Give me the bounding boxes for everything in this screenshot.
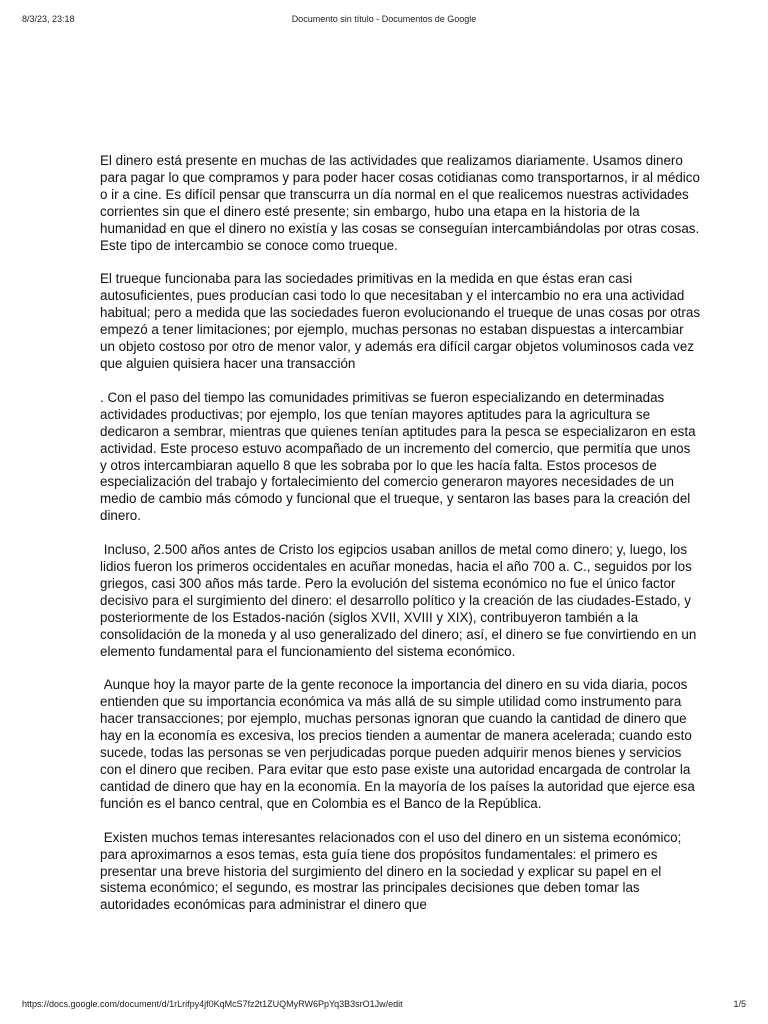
paragraph: Incluso, 2.500 años antes de Cristo los egipcios usaban anillos de metal como dinero; y, luego, los lidios fueron los primeros occidentales en acuñar monedas, hacia el año 700 a. C., seguidos por los griegos, casi 300 años más tarde. Pero la evolución del sistema económico no fue el único factor decisivo para el surgimiento del dinero: el desarrollo político y la creación de las ciudades-Estado, y posteriormente de los Estados-nación (siglos XVII, XVIII y XIX), contribuyeron también a la consolidación de la moneda y al uso generalizado del dinero; así, el dinero se fue convirtiendo en un elemento fundamental para el funcionamiento del sistema económico.	[100, 542, 701, 659]
print-header	[0, 14, 768, 28]
paragraph: El dinero está presente en muchas de las actividades que realizamos diariamente. Usamos dinero para pagar lo que compramos y para poder hacer cosas cotidianas como transportarnos, ir al médico o ir a cine. Es difícil pensar que transcurra un día normal en el que realicemos nuestras actividades corrientes sin que el dinero esté presente; sin embargo, hubo una etapa en la historia de la humanidad en que el dinero no existía y las cosas se conseguían intercambiándolas por otras cosas. Este tipo de intercambio se conoce como trueque.	[100, 153, 704, 253]
paragraph: El trueque funcionaba para las sociedades primitivas en la medida en que éstas eran casi autosuficientes, pues producían casi todo lo que necesitaban y el intercambio no era una actividad habitual; pero a medida que las sociedades fueron evolucionando el trueque de unas cosas por otras empezó a tener limitaciones; por ejemplo, muchas personas no estaban dispuestas a intercambiar un objeto costoso por otro de menor valor, y además era difícil cargar objetos voluminosos cada vez que alguien quisiera hacer una transacción	[100, 271, 704, 371]
paragraph: Aunque hoy la mayor parte de la gente reconoce la importancia del dinero en su vida diaria, pocos entienden que su importancia económica va más allá de su simple utilidad como instrumento para hacer transacciones; por ejemplo, muchas personas ignoran que cuando la cantidad de dinero que hay en la economía es excesiva, los precios tienden a aumentar de manera acelerada; cuando esto sucede, todas las personas se ven perjudicadas porque pueden adquirir menos bienes y servicios con el dinero que reciben. Para evitar que esto pase existe una autoridad encargada de controlar la cantidad de dinero que hay en la economía. En la mayoría de los países la autoridad que ejerce esa función es el banco central, que en Colombia es el Banco de la República.	[100, 677, 699, 811]
print-datetime: 8/3/23, 23:18	[22, 14, 75, 24]
paragraph: . Con el paso del tiempo las comunidades primitivas se fueron especializando en determinadas actividades productivas; por ejemplo, los que tenían mayores aptitudes para la agricultura se dedicaron a sembrar, mientras que quienes tenían aptitudes para la pesca se especializaron en esta actividad. Este proceso estuvo acompañado de un incremento del comercio, que permitía que unos y otros intercambiaran aquello 8 que les sobraba por lo que les hacía falta. Estos procesos de especialización del trabajo y fortalecimiento del comercio generaron mayores necesidades de un medio de cambio más cómodo y funcional que el trueque, y sentaron las bases para la creación del dinero.	[100, 389, 700, 524]
print-footer	[0, 999, 768, 1013]
document-body	[100, 153, 704, 931]
paragraph: Existen muchos temas interesantes relacionados con el uso del dinero en un sistema económico; para aproximarnos a esos temas, esta guía tiene dos propósitos fundamentales: el primero es presentar una breve historia del surgimiento del dinero en la sociedad y explicar su papel en el sistema económico; el segundo, es mostrar las principales decisiones que deben tomar las autoridades económicas para administrar el dinero que	[100, 829, 686, 913]
document-title: Documento sin título - Documentos de Google	[291, 14, 477, 24]
document-url: https://docs.google.com/document/d/1rLrifpy4jf0KqMcS7fz2t1ZUQMyRW6PpYq3B3srO1Jw/edit	[22, 999, 403, 1009]
page-number: 1/5	[733, 999, 746, 1009]
